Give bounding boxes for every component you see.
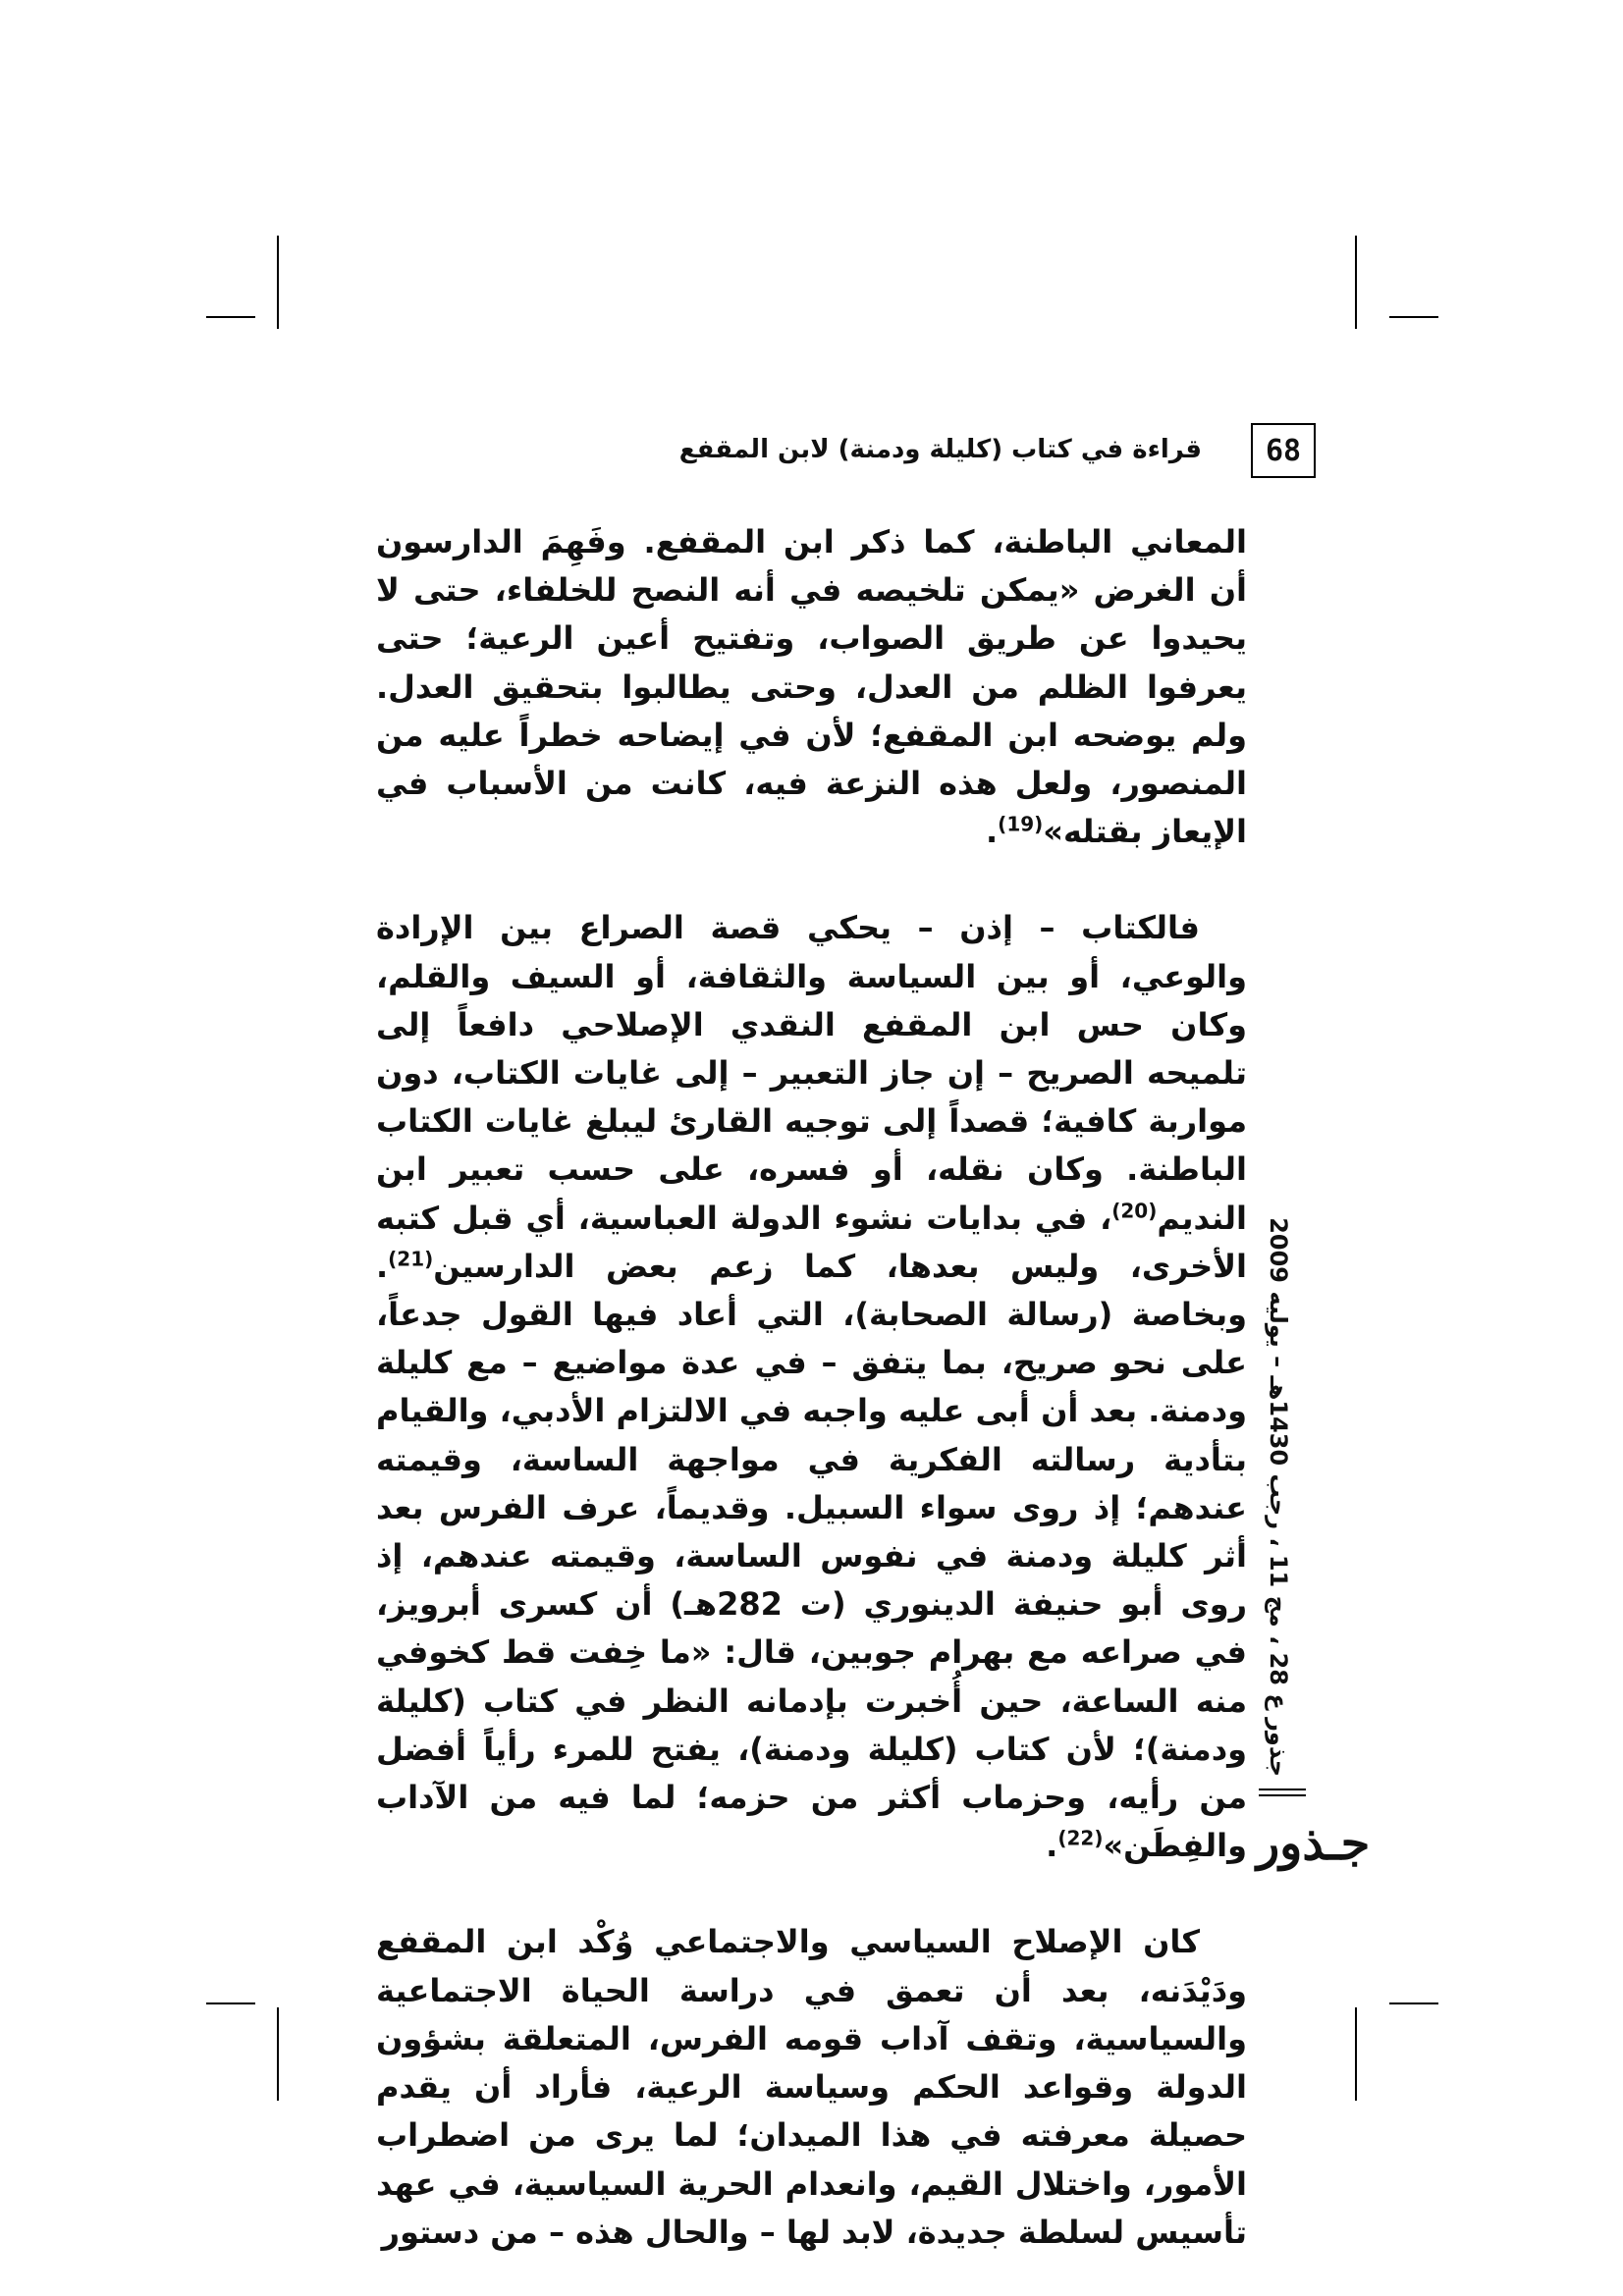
crop-mark: [1389, 316, 1438, 318]
divider: [1259, 1789, 1306, 1790]
paragraph: [376, 1918, 1247, 2256]
running-title: قراءة في كتاب (كليلة ودمنة) لابن المقفع: [678, 435, 1202, 464]
crop-mark: [206, 316, 255, 318]
journal-issue-sidebar: [1259, 1217, 1298, 1777]
divider: [1259, 1794, 1306, 1796]
journal-issue-text: جذور ع 28 ، مج 11 ، رجب 1430هـ – يوليه 2009: [1265, 1217, 1292, 1777]
journal-logo: جـذور: [1257, 1816, 1371, 1871]
footnote-ref: (22): [1057, 1826, 1104, 1850]
paragraph-text: المعاني الباطنة، كما ذكر ابن المقفع. وفَهِمَ الدارسون أن الغرض «يمكن تلخيصه في أنه النصح للخلفاء، حتى لا يحيدوا عن طريق الصواب، وتفتيح أعين الرعية؛ حتى يعرفوا الظلم من العدل، وحتى يطالبوا بتحقيق العدل. ولم يوضحه ابن المقفع؛ لأن في إيضاحه خطراً عليه من المنصور، ولعل هذه النزعة فيه، كانت من الأسباب في الإيعاز بقتله»: [376, 523, 1247, 851]
paragraph-text: . وبخاصة (رسالة الصحابة)، التي أعاد فيها القول جدعاً، على نحو صريح، بما يتفق – في عدة مواضيع – مع كليلة ودمنة. بعد أن أبى عليه واجبه في الالتزام الأدبي، والقيام بتأدية رسالته الفكرية في مواجهة الساسة، وقيمته عندهم؛ إذ روى سواء السبيل. وقديماً، عرف الفرس بعد أثر كليلة ودمنة في نفوس الساسة، وقيمته عندهم، إذ روى أبو حنيفة الدينوري (ت 282هـ) أن كسرى أبرويز، في صراعه مع بهرام جوبين، قال: «ما خِفت قط كخوفي منه الساعة، حين أُخبرت بإدمانه النظر في كتاب (كليلة ودمنة)؛ لأن كتاب (كليلة ودمنة)، يفتح للمرء رأياً أفضل من رأيه، وحزماب أكثر من حزمه؛ لما فيه من الآداب والفِطَن»: [376, 1247, 1248, 1865]
page-number-box: [1251, 423, 1316, 478]
crop-mark: [277, 2007, 279, 2101]
crop-mark: [1355, 236, 1357, 329]
paragraph: [376, 904, 1247, 1870]
crop-mark: [277, 236, 279, 329]
footnote-ref: (19): [998, 812, 1044, 836]
crop-mark: [1355, 2007, 1357, 2101]
paragraph-text: .: [986, 813, 999, 851]
article-body: [376, 518, 1247, 2257]
paragraph-text: ، في بدايات نشوء الدولة العباسية، أي قبل كتبه الأخرى، وليس بعدها، كما زعم بعض الدارسين: [376, 1199, 1247, 1285]
footnote-ref: (21): [388, 1247, 434, 1271]
paragraph-text: .: [1046, 1827, 1058, 1865]
paragraph: [376, 518, 1247, 856]
paragraph-text: كان الإصلاح السياسي والاجتماعي وُكْد ابن المقفع ودَيْدَنه، بعد أن تعمق في دراسة الحياة الاجتماعية والسياسية، وتقف آداب قومه الفرس، المتعلقة بشؤون الدولة وقواعد الحكم وسياسة الرعية، فأراد أن يقدم حصيلة معرفته في هذا الميدان؛ لما يرى من اضطراب الأمور، واختلال القيم، وانعدام الحرية السياسية، في عهد تأسيس لسلطة جديدة، لابد لها – والحال هذه – من دستور: [376, 1923, 1247, 2251]
paragraph-text: فالكتاب – إذن – يحكي قصة الصراع بين الإرادة والوعي، أو بين السياسة والثقافة، أو السيف والقلم، وكان حس ابن المقفع النقدي الإصلاحي دافعاً إلى تلميحه الصريح – إن جاز التعبير – إلى غايات الكتاب، دون مواربة كافية؛ قصداً إلى توجيه القارئ ليبلغ غايات الكتاب الباطنة. وكان نقله، أو فسره، على حسب تعبير ابن النديم: [376, 909, 1247, 1237]
footnote-ref: (20): [1111, 1198, 1158, 1222]
page-number: 68: [1265, 433, 1302, 468]
crop-mark: [1389, 2002, 1438, 2004]
crop-mark: [206, 2002, 255, 2004]
